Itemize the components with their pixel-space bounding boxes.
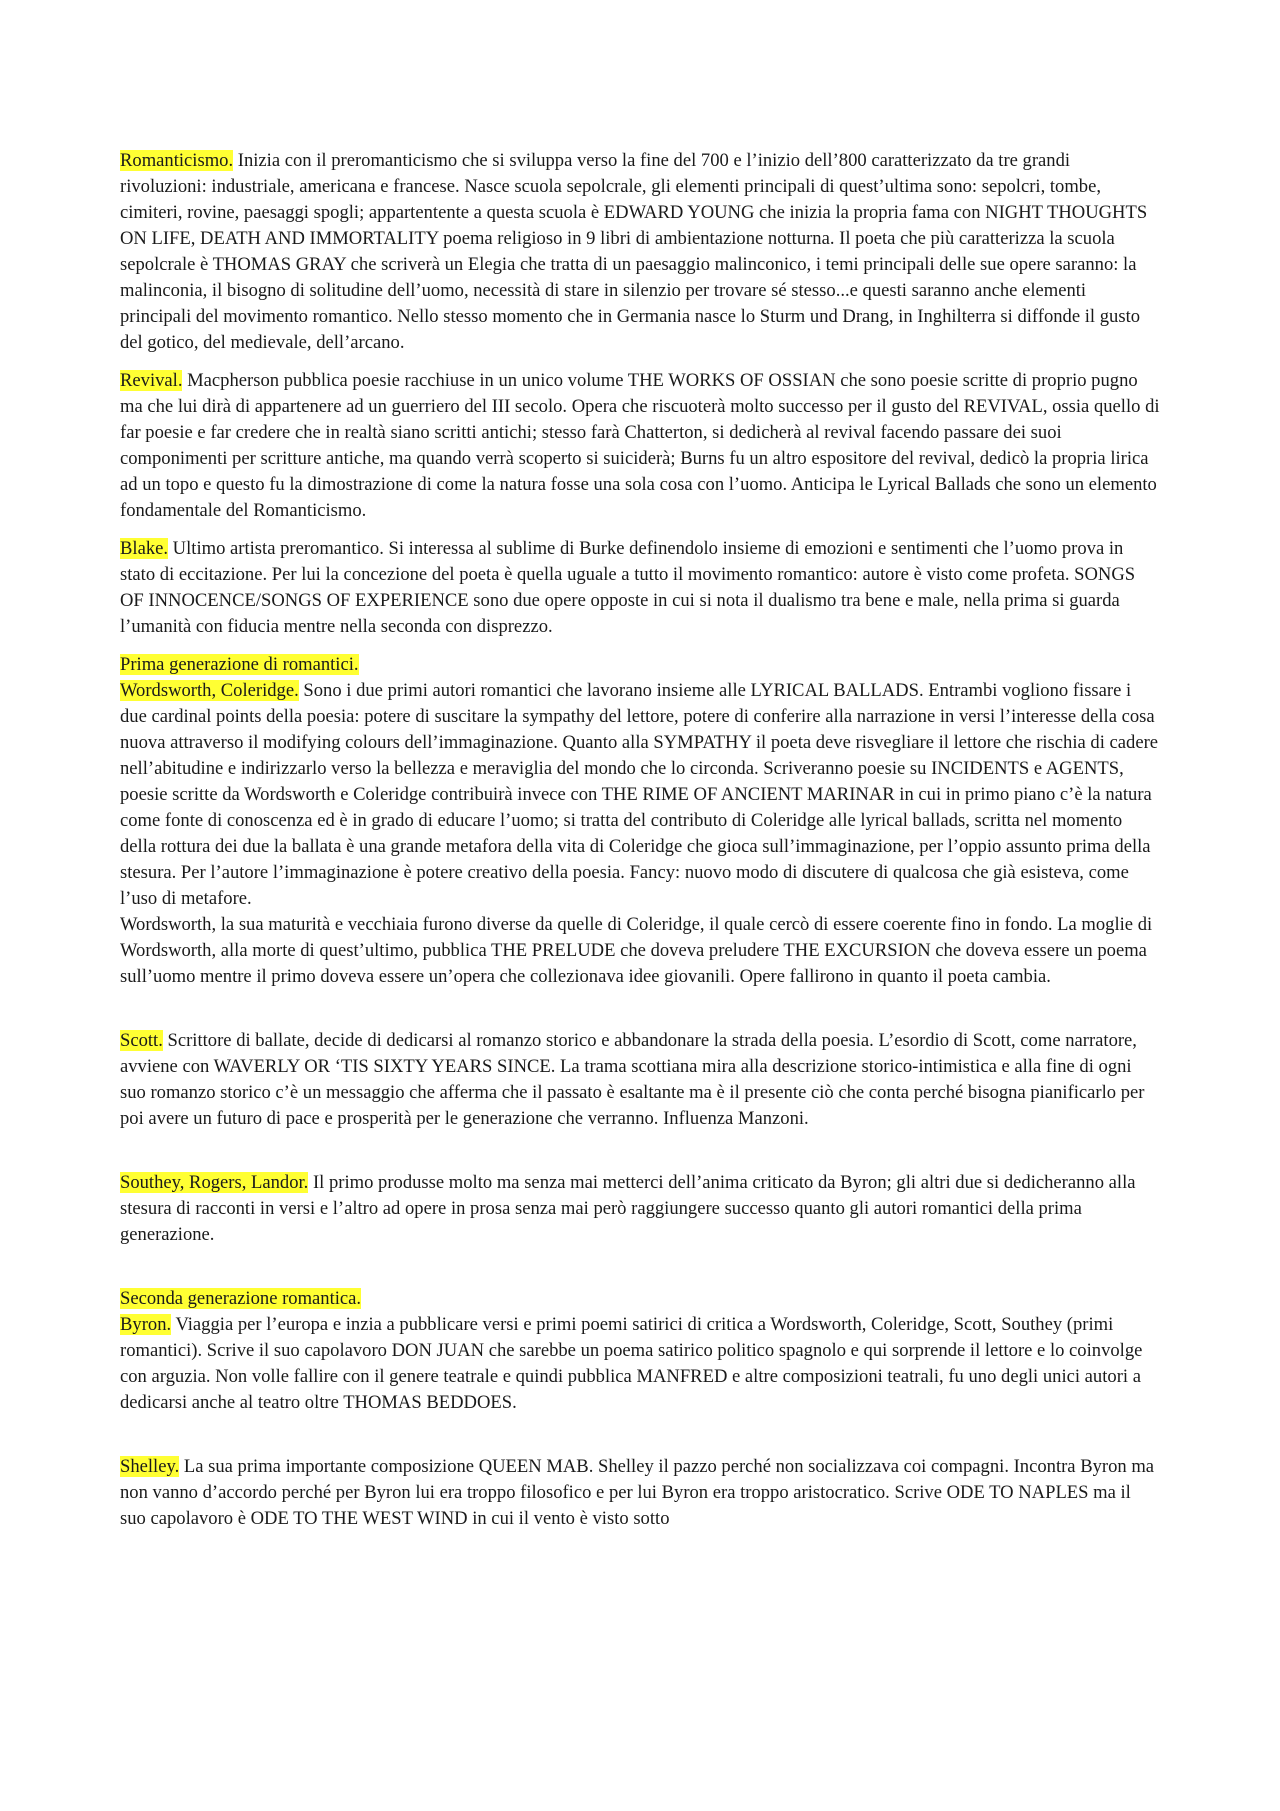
heading-blake: Blake. bbox=[120, 538, 169, 559]
heading-scott: Scott. bbox=[120, 1030, 163, 1051]
text-revival: Macpherson pubblica poesie racchiuse in un unico volume THE WORKS OF OSSIAN che sono poesie scritte di proprio pugno ma che lui dirà di appartenere ad un guerriero del III secolo. Opera che riscuoterà molto successo per il gusto del REVIVAL, ossia quello di far poesie e far credere che in realtà siano scritti antichi; stesso farà Chatterton, si dedicherà al revival facendo passare dei suoi componimenti per scritture antiche, ma quando verrà scoperto si suiciderà; Burns fu un altro espositore del revival, dedicò la propria lirica ad un topo e questo fu la dimostrazione di come la natura fosse una sola cosa con l’uomo. Anticipa le Lyrical Ballads che sono un elemento fondamentale del Romanticismo. bbox=[120, 370, 1160, 521]
heading-romanticismo: Romanticismo. bbox=[120, 150, 234, 171]
paragraph-shelley bbox=[120, 1454, 1160, 1532]
group-heading-seconda-generazione bbox=[120, 1286, 1160, 1312]
heading-southey: Southey, Rogers, Landor. bbox=[120, 1172, 309, 1193]
paragraph-southey bbox=[120, 1170, 1160, 1248]
paragraph-blake bbox=[120, 536, 1160, 640]
heading-wordsworth-coleridge: Wordsworth, Coleridge. bbox=[120, 680, 299, 701]
group-label-seconda-generazione: Seconda generazione romantica. bbox=[120, 1288, 362, 1309]
heading-revival: Revival. bbox=[120, 370, 183, 391]
paragraph-byron bbox=[120, 1312, 1160, 1416]
heading-byron: Byron. bbox=[120, 1314, 172, 1335]
paragraph-revival bbox=[120, 368, 1160, 524]
paragraph-romanticismo bbox=[120, 148, 1160, 356]
text-scott: Scrittore di ballate, decide di dedicarsi al romanzo storico e abbandonare la strada della poesia. L’esordio di Scott, come narratore, avviene con WAVERLY OR ‘TIS SIXTY YEARS SINCE. La trama scottiana mira alla descrizione storico-intimistica e alla fine di ogni suo romanzo storico c’è un messaggio che afferma che il passato è esaltante ma è il presente ciò che conta perché bisogna pianificarlo per poi avere un futuro di pace e prosperità per le generazione che verranno. Influenza Manzoni. bbox=[120, 1030, 1145, 1129]
text-romanticismo: Inizia con il preromanticismo che si sviluppa verso la fine del 700 e l’inizio dell’800 caratterizzato da tre grandi rivoluzioni: industriale, americana e francese. Nasce scuola sepolcrale, gli elementi principali di quest’ultima sono: sepolcri, tombe, cimiteri, rovine, paesaggi spogli; appartentente a questa scuola è EDWARD YOUNG che inizia la propria fama con NIGHT THOUGHTS ON LIFE, DEATH AND IMMORTALITY poema religioso in 9 libri di ambientazione notturna. Il poeta che più caratterizza la scuola sepolcrale è THOMAS GRAY che scriverà un Elegia che tratta di un paesaggio malinconico, i temi principali delle sue opere saranno: la malinconia, il bisogno di solitudine dell’uomo, necessità di stare in silenzio per trovare sé stesso...e questi saranno anche elementi principali del movimento romantico. Nello stesso momento che in Germania nasce lo Sturm und Drang, in Inghilterra si diffonde il gusto del gotico, del medievale, dell’arcano. bbox=[120, 150, 1148, 353]
text-byron: Viaggia per l’europa e inzia a pubblicare versi e primi poemi satirici di critica a Wordsworth, Coleridge, Scott, Southey (primi romantici). Scrive il suo capolavoro DON JUAN che sarebbe un poema satirico politico spagnolo e qui sorprende il lettore e lo coinvolge con arguzia. Non volle fallire con il genere teatrale e quindi pubblica MANFRED e altre composizioni teatrali, fu uno degli unici autori a dedicarsi anche al teatro oltre THOMAS BEDDOES. bbox=[120, 1314, 1143, 1413]
paragraph-wordsworth-later: Wordsworth, la sua maturità e vecchiaia furono diverse da quelle di Coleridge, il quale cercò di essere coerente fino in fondo. La moglie di Wordsworth, alla morte di quest’ultimo, pubblica THE PRELUDE che doveva preludere THE EXCURSION che doveva essere un poema sull’uomo mentre il primo doveva essere un’opera che collezionava idee giovanili. Opere fallirono in quanto il poeta cambia. bbox=[120, 914, 1153, 987]
paragraph-scott bbox=[120, 1028, 1160, 1132]
group-label-prima-generazione: Prima generazione di romantici. bbox=[120, 654, 359, 675]
paragraph-wordsworth-coleridge bbox=[120, 678, 1160, 912]
text-wordsworth-coleridge: Sono i due primi autori romantici che lavorano insieme alle LYRICAL BALLADS. Entrambi vogliono fissare i due cardinal points della poesia: potere di suscitare la sympathy del lettore, potere di conferire alla narrazione in versi l’interesse della cosa nuova attraverso il modifying colours dell’immaginazione. Quanto alla SYMPATHY il poeta deve risvegliare il lettore che rischia di cadere nell’abitudine e indirizzarlo verso la bellezza e meraviglia del mondo che lo circonda. Scriveranno poesie su INCIDENTS e AGENTS, poesie scritte da Wordsworth e Coleridge contribuirà invece con THE RIME OF ANCIENT MARINAR in cui in primo piano c’è la natura come fonte di conoscenza ed è in grado di educare l’uomo; si tratta del contributo di Coleridge alle lyrical ballads, scritta nel momento della rottura dei due la ballata è una grande metafora della vita di Coleridge che gioca sull’immaginazione, per l’oppio assunto prima della stesura. Per l’autore l’immaginazione è potere creativo della poesia. Fancy: nuovo modo di discutere di qualcosa che già esisteva, come l’uso di metafore. bbox=[120, 680, 1159, 909]
group-heading-prima-generazione bbox=[120, 652, 1160, 678]
document-page bbox=[120, 148, 1160, 1532]
text-blake: Ultimo artista preromantico. Si interessa al sublime di Burke definendolo insieme di emozioni e sentimenti che l’uomo prova in stato di eccitazione. Per lui la concezione del poeta è quella uguale a tutto il movimento romantico: autore è visto come profeta. SONGS OF INNOCENCE/SONGS OF EXPERIENCE sono due opere opposte in cui si nota il dualismo tra bene e male, nella prima si guarda l’umanità con fiducia mentre nella seconda con disprezzo. bbox=[120, 538, 1136, 637]
text-southey: Il primo produsse molto ma senza mai metterci dell’anima criticato da Byron; gli altri due si dedicheranno alla stesura di racconti in versi e l’altro ad opere in prosa senza mai però raggiungere successo quanto gli autori romantici della prima generazione. bbox=[120, 1172, 1136, 1245]
text-shelley: La sua prima importante composizione QUEEN MAB. Shelley il pazzo perché non socializzava coi compagni. Incontra Byron ma non vanno d’accordo perché per Byron lui era troppo filosofico e per lui Byron era troppo aristocratico. Scrive ODE TO NAPLES ma il suo capolavoro è ODE TO THE WEST WIND in cui il vento è visto sotto bbox=[120, 1456, 1155, 1529]
heading-shelley: Shelley. bbox=[120, 1456, 180, 1477]
